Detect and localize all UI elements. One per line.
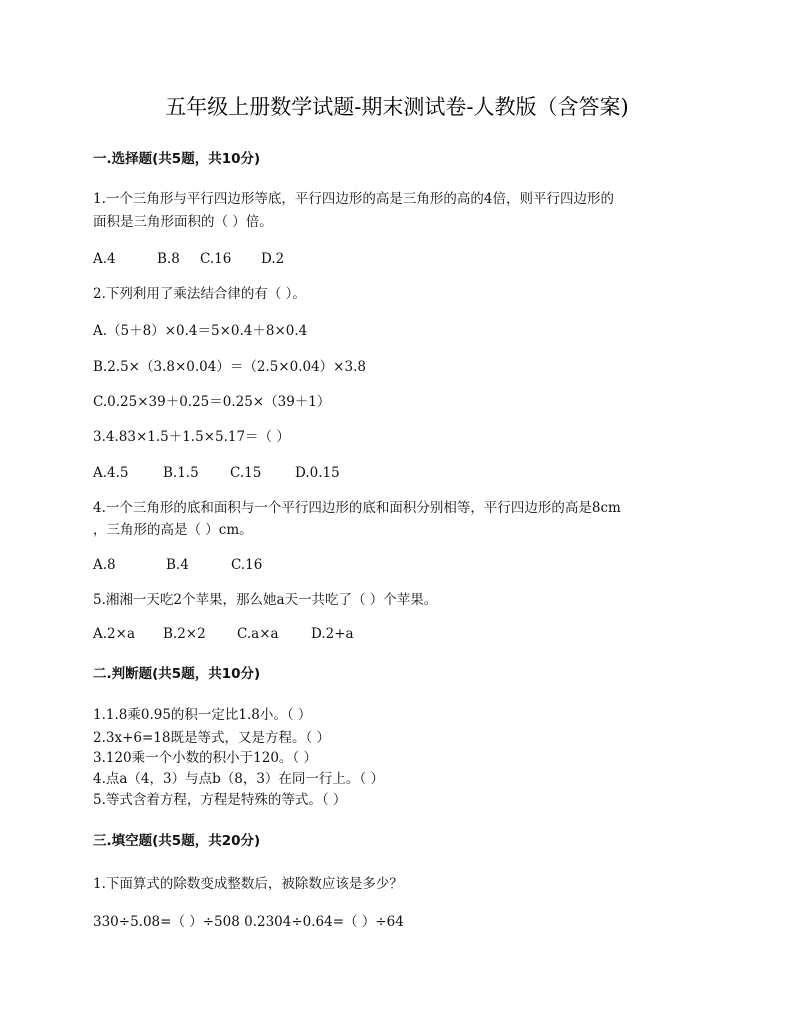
list-item: 2.3x+6=18既是等式，又是方程。（ ）	[93, 730, 331, 746]
list-item: 5.等式含着方程，方程是特殊的等式。（ ）	[93, 792, 347, 808]
option: B.2×2	[163, 626, 206, 642]
option: D.0.15	[295, 465, 340, 481]
option-row	[93, 556, 262, 574]
option: D.2+a	[311, 626, 354, 642]
option: B.2.5×（3.8×0.04）＝（2.5×0.04）×3.8	[93, 359, 366, 375]
option: C.15	[230, 465, 262, 481]
question-text: 1.下面算式的除数变成整数后，被除数应该是多少？	[93, 876, 403, 892]
question-text: 3.4.83×1.5＋1.5×5.17＝（ ）	[93, 429, 290, 445]
option-row	[93, 625, 354, 643]
page-title: 五年级上册数学试题-期末测试卷-人教版（含答案)	[165, 95, 629, 119]
option-row	[93, 250, 284, 268]
option: C.0.25×39＋0.25＝0.25×（39＋1）	[93, 394, 331, 410]
question-text: 330÷5.08=（ ）÷508 0.2304÷0.64=（ ）÷64	[93, 914, 404, 930]
option: C.16	[231, 557, 263, 573]
section-heading-fill: 三.填空题(共5题，共20分)	[93, 833, 261, 849]
question-text: ，三角形的高是（ ）cm。	[93, 522, 253, 538]
option: A.（5＋8）×0.4＝5×0.4＋8×0.4	[93, 323, 308, 339]
question-text: 4.一个三角形的底和面积与一个平行四边形的底和面积分别相等，平行四边形的高是8cm	[93, 500, 621, 516]
option: B.8	[157, 251, 180, 267]
question-text: 面积是三角形面积的（ ）倍。	[93, 214, 273, 230]
list-item: 1.1.8乘0.95的积一定比1.8小。（ ）	[93, 707, 312, 723]
option: D.2	[261, 251, 285, 267]
list-item: 3.120乘一个小数的积小于120。（ ）	[93, 750, 317, 766]
question-text: 2.下列利用了乘法结合律的有（ ）。	[93, 286, 306, 302]
section-heading-choice: 一.选择题(共5题，共10分)	[93, 151, 261, 167]
option: A.8	[93, 557, 116, 573]
option: A.2×a	[93, 626, 135, 642]
section-heading-judge: 二.判断题(共5题，共10分)	[93, 666, 261, 682]
option: C.a×a	[237, 626, 279, 642]
question-text: 1.一个三角形与平行四边形等底，平行四边形的高是三角形的高的4倍，则平行四边形的	[93, 191, 614, 207]
option: B.4	[166, 557, 189, 573]
option: C.16	[200, 251, 232, 267]
option: A.4	[93, 251, 116, 267]
question-text: 5.湘湘一天吃2个苹果，那么她a天一共吃了（ ）个苹果。	[93, 592, 438, 608]
option-row	[93, 464, 340, 482]
option: A.4.5	[93, 465, 129, 481]
list-item: 4.点a（4，3）与点b（8，3）在同一行上。（ ）	[93, 771, 384, 787]
option: B.1.5	[163, 465, 199, 481]
